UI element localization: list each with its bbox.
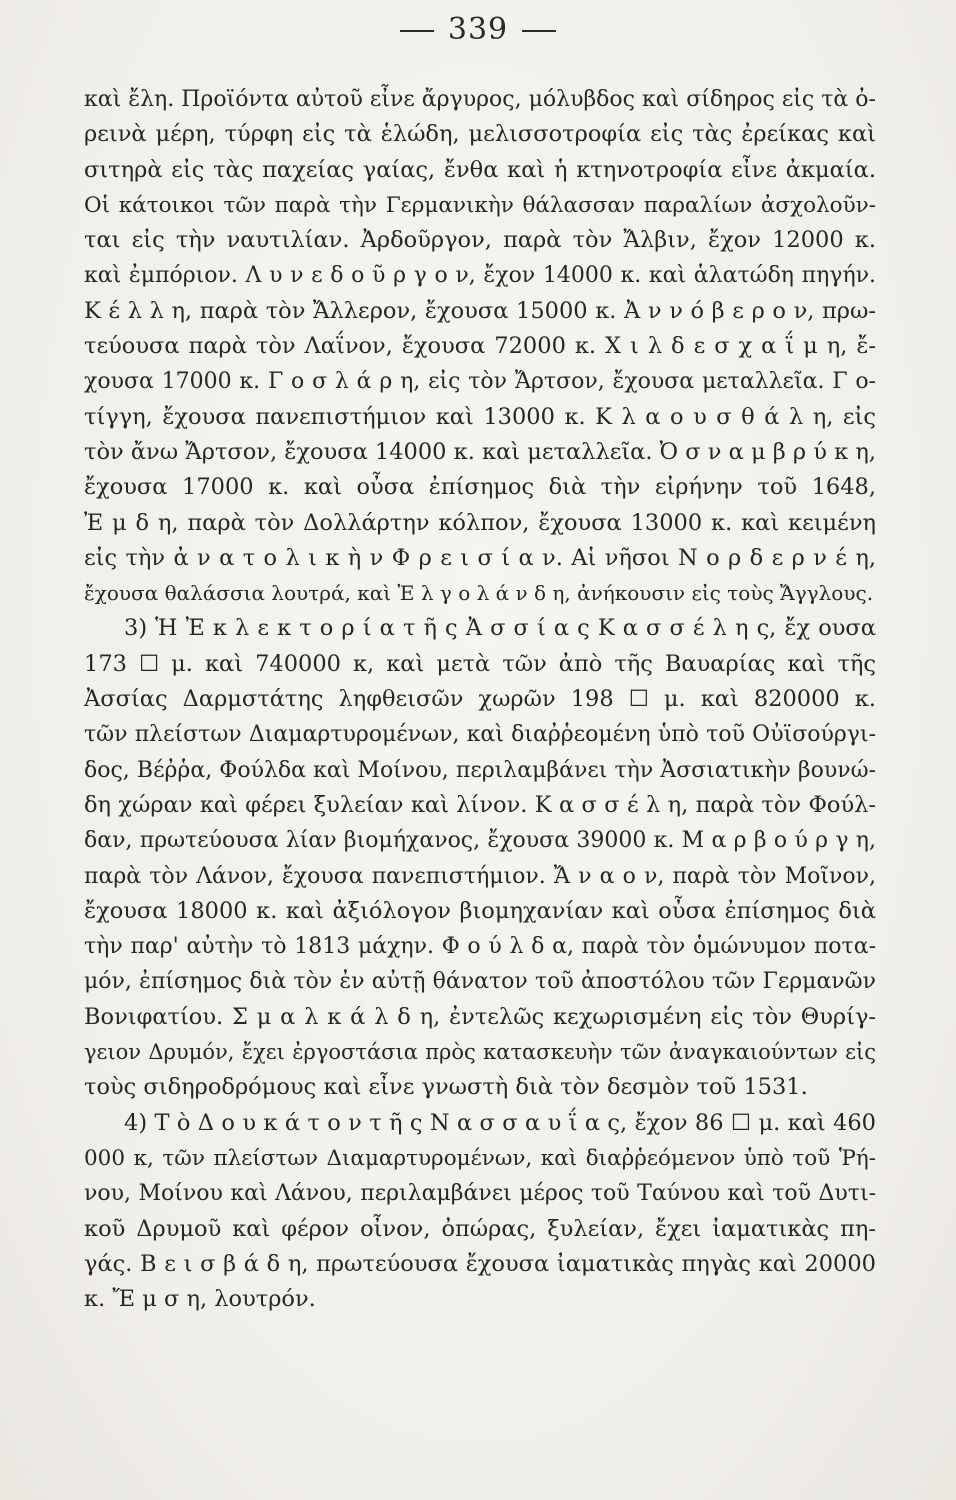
text-line: καὶ ἐμπόριον. Λ υ ν ε δ ο ῦ ρ γ ο ν, ἔχον 14000 κ. καὶ ἁλατώδη πηγήν. xyxy=(84,263,876,289)
section-heading-line: 3) Ἡ Ἐ κ λ ε κ τ ο ρ ί α τ ῆ ς Ἀ σ σ ί α ς Κ α σ σ έ λ η ς, ἔχ ουσα xyxy=(124,615,876,642)
text-line: τεύουσα παρὰ τὸν Λαΐνον, ἔχουσα 72000 κ. Χ ι λ δ ε σ χ α ΐ μ η, ἔ- xyxy=(84,333,876,360)
text-line: δη χώραν καὶ φέρει ξυλείαν καὶ λίνον. Κ α σ σ έ λ η, παρὰ τὸν Φούλ- xyxy=(84,791,876,818)
text-line: καὶ ἔλη. Προϊόντα αὐτοῦ εἶνε ἄργυρος, μόλυβδος καὶ σίδηρος εἰς τὰ ὀ- xyxy=(84,87,876,112)
text-line: κοῦ Δρυμοῦ καὶ φέρον οἶνον, ὀπώρας, ξυλείαν, ἔχει ἰαματικὰς πη- xyxy=(84,1215,876,1242)
text-line: δαν, πρωτεύουσα λίαν βιομήχανος, ἔχουσα 39000 κ. Μ α ρ β ο ύ ρ γ η, xyxy=(84,828,876,854)
text-line: Βονιφατίου. Σ μ α λ κ ά λ δ η, ἐντελῶς κεχωρισμένη εἰς τὸν Θυρίγ- xyxy=(84,1003,876,1030)
section-heading-line: 4) Τ ὸ Δ ο υ κ ά τ ο ν τ ῆ ς Ν α σ σ α υ ΐ α ς, ἔχον 86 ☐ μ. καὶ 460 xyxy=(124,1109,876,1136)
text-line: ται εἰς τὴν ναυτιλίαν. Ἀρδοῦργον, παρὰ τὸν Ἄλβιν, ἔχον 12000 κ. xyxy=(84,227,876,254)
text-line: τὸν ἄνω Ἄρτσον, ἔχουσα 14000 κ. καὶ μεταλλεῖα. Ὀ σ ν α μ β ρ ύ κ η, xyxy=(84,438,876,465)
text-line: χουσα 17000 κ. Γ ο σ λ ά ρ η, εἰς τὸν Ἄρτσον, ἔχουσα μεταλλεῖα. Γ ο- xyxy=(84,369,876,395)
page-header xyxy=(0,12,956,47)
text-line: τίγγη, ἔχουσα πανεπιστήμιον καὶ 13000 κ. Κ λ α ο υ σ θ ά λ η, εἰς xyxy=(84,403,876,430)
text-line: νου, Μοίνου καὶ Λάνου, περιλαμβάνει μέρος τοῦ Ταύνου καὶ τοῦ Δυτι- xyxy=(84,1181,876,1207)
text-line: ἔχουσα 18000 κ. καὶ ἀξιόλογον βιομηχανίαν καὶ οὖσα ἐπίσημος διὰ xyxy=(84,897,876,924)
text-line: 000 κ, τῶν πλείστων Διαμαρτυρομένων, καὶ διαῤῥεόμενον ὑπὸ τοῦ Ῥή- xyxy=(84,1145,876,1171)
text-line: τὴν παρ' αὐτὴν τὸ 1813 μάχην. Φ ο ύ λ δ α, παρὰ τὸν ὁμώνυμον ποτα- xyxy=(84,934,876,960)
page-number: 339 xyxy=(447,12,509,47)
text-line: Κ έ λ λ η, παρὰ τὸν Ἄλλερον, ἔχουσα 15000 κ. Ἀ ν ν ό β ε ρ ο ν, πρω- xyxy=(84,297,876,324)
text-line: τοὺς σιδηροδρόμους καὶ εἶνε γνωστὴ διὰ τὸν δεσμὸν τοῦ 1531. xyxy=(84,1074,808,1101)
text-line: κ. Ἔ μ σ η, λουτρόν. xyxy=(84,1286,316,1313)
text-line: 173 ☐ μ. καὶ 740000 κ, καὶ μετὰ τῶν ἀπὸ τῆς Βαυαρίας καὶ τῆς xyxy=(84,650,876,677)
text-line: Οἱ κάτοικοι τῶν παρὰ τὴν Γερμανικὴν θάλασσαν παραλίων ἀσχολοῦν- xyxy=(84,192,876,218)
text-line: σιτηρὰ εἰς τὰς παχείας γαίας, ἔνθα καὶ ἡ κτηνοτροφία εἶνε ἀκμαία. xyxy=(84,156,876,183)
text-line: μόν, ἐπίσημος διὰ τὸν ἐν αὐτῇ θάνατον τοῦ ἀποστόλου τῶν Γερμανῶν xyxy=(84,969,876,995)
text-line: γειον Δρυμόν, ἔχει ἐργοστάσια πρὸς κατασκευὴν τῶν ἀναγκαιούντων εἰς xyxy=(84,1040,876,1065)
text-line: ἔχουσα θαλάσσια λουτρά, καὶ Ἐ λ γ ο λ ά ν δ η, ἀνήκουσιν εἰς τοὺς Ἄγγλους. xyxy=(84,581,874,606)
text-line: δος, Βέῤῥα, Φούλδα καὶ Μοίνου, περιλαμβάνει τὴν Ἀσσιατικὴν βουνώ- xyxy=(84,757,876,783)
header-dash-left xyxy=(400,30,434,32)
text-line: ἔχουσα 17000 κ. καὶ οὖσα ἐπίσημος διὰ τὴν εἰρήνην τοῦ 1648, xyxy=(84,474,876,501)
text-line: εἰς τὴν ἀ ν α τ ο λ ι κ ὴ ν Φ ρ ε ι σ ί α ν. Αἱ νῆσοι Ν ο ρ δ ε ρ ν έ η, xyxy=(84,544,876,571)
body-text xyxy=(84,82,876,1317)
text-line: παρὰ τὸν Λάνον, ἔχουσα πανεπιστήμιον. Ἄ ν α ο ν, παρὰ τὸν Μοῖνον, xyxy=(84,863,876,889)
text-line: Ἐ μ δ η, παρὰ τὸν Δολλάρτην κόλπον, ἔχουσα 13000 κ. καὶ κειμένη xyxy=(84,509,876,536)
text-line: γάς. Β ε ι σ β ά δ η, πρωτεύουσα ἔχουσα ἰαματικὰς πηγὰς καὶ 20000 xyxy=(84,1250,876,1277)
text-line: ρεινὰ μέρη, τύρφη εἰς τὰ ἑλώδη, μελισσοτροφία εἰς τὰς ἐρείκας καὶ xyxy=(84,121,876,148)
text-line: τῶν πλείστων Διαμαρτυρομένων, καὶ διαῤῥεομένη ὑπὸ τοῦ Οὐϊσούργι- xyxy=(84,722,876,748)
header-dash-right xyxy=(522,30,556,32)
text-line: Ἀσσίας Δαρμστάτης ληφθεισῶν χωρῶν 198 ☐ μ. καὶ 820000 κ. xyxy=(84,686,876,713)
